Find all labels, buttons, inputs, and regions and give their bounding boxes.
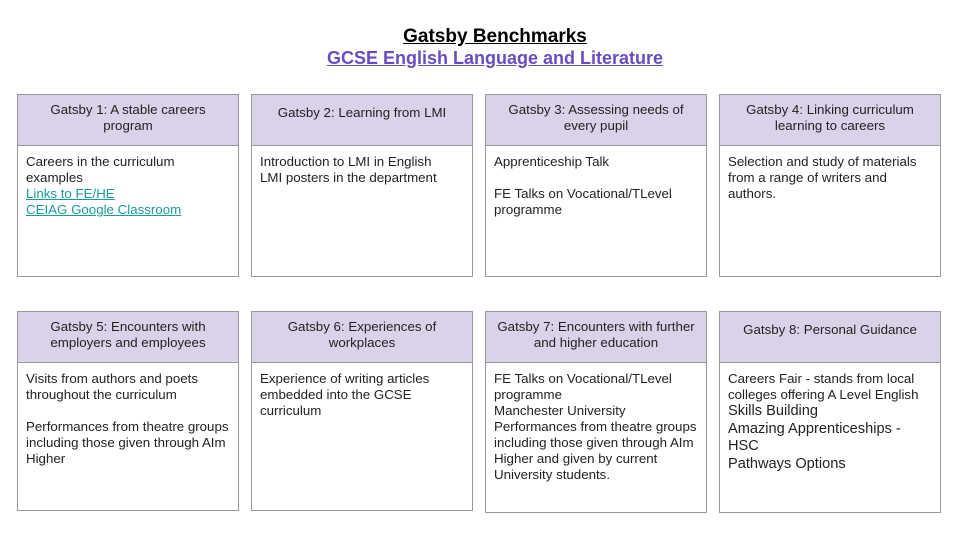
card-text: Experience of writing articles embedded into the GCSE curriculum <box>260 371 433 418</box>
card-text: FE Talks on Vocational/TLevel programme <box>494 371 676 402</box>
card-text-large: Skills Building <box>728 403 819 419</box>
card-text: Performances from theatre groups including those given through AIm Higher <box>26 419 233 466</box>
card-text: LMI posters in the department <box>260 170 437 185</box>
benchmark-card-4 <box>719 94 941 277</box>
card-body <box>720 363 940 473</box>
card-text: Apprenticeship Talk <box>494 154 610 169</box>
fe-he-link[interactable]: Links to FE/HE <box>26 186 115 201</box>
card-body <box>252 363 472 419</box>
page-subtitle: GCSE English Language and Literature <box>326 48 664 68</box>
card-text-large: Pathways Options <box>728 455 846 472</box>
card-heading: Gatsby 2: Learning from LMI <box>252 95 472 146</box>
card-heading: Gatsby 5: Encounters with employers and employees <box>18 312 238 363</box>
card-text: FE Talks on Vocational/TLevel programme <box>494 186 676 217</box>
card-body <box>252 146 472 186</box>
card-body <box>486 146 706 218</box>
spacer <box>26 403 230 419</box>
benchmark-card-7 <box>485 311 707 513</box>
benchmark-card-6 <box>251 311 473 511</box>
card-heading: Gatsby 1: A stable careers program <box>18 95 238 146</box>
card-text: Manchester University <box>494 403 626 418</box>
card-body <box>720 146 940 202</box>
card-heading: Gatsby 7: Encounters with further and higher education <box>486 312 706 363</box>
ceiag-classroom-link[interactable]: CEIAG Google Classroom <box>26 202 182 217</box>
card-heading: Gatsby 3: Assessing needs of every pupil <box>486 95 706 146</box>
benchmark-card-8 <box>719 311 941 513</box>
card-text: Careers Fair - stands from local colleges offering A Level English <box>728 371 919 402</box>
card-heading: Gatsby 4: Linking curriculum learning to careers <box>720 95 940 146</box>
card-text: Performances from theatre groups including those given through AIm Higher and given by current University students. <box>494 419 701 482</box>
card-text: Careers in the curriculum examples <box>26 154 179 185</box>
card-body <box>486 363 706 483</box>
card-body <box>18 363 238 467</box>
card-text: Visits from authors and poets throughout the curriculum <box>26 371 202 402</box>
card-text-large: Amazing Apprenticeships - HSC <box>728 420 905 454</box>
card-body <box>18 146 238 218</box>
card-heading: Gatsby 8: Personal Guidance <box>720 312 940 363</box>
benchmark-card-1 <box>17 94 239 277</box>
benchmark-card-5 <box>17 311 239 511</box>
card-text: Introduction to LMI in English <box>260 154 432 169</box>
card-text: Selection and study of materials from a range of writers and authors. <box>728 154 921 201</box>
card-heading: Gatsby 6: Experiences of workplaces <box>252 312 472 363</box>
spacer <box>494 170 698 186</box>
benchmark-card-2 <box>251 94 473 277</box>
benchmark-card-3 <box>485 94 707 277</box>
page-title: Gatsby Benchmarks <box>403 26 587 47</box>
